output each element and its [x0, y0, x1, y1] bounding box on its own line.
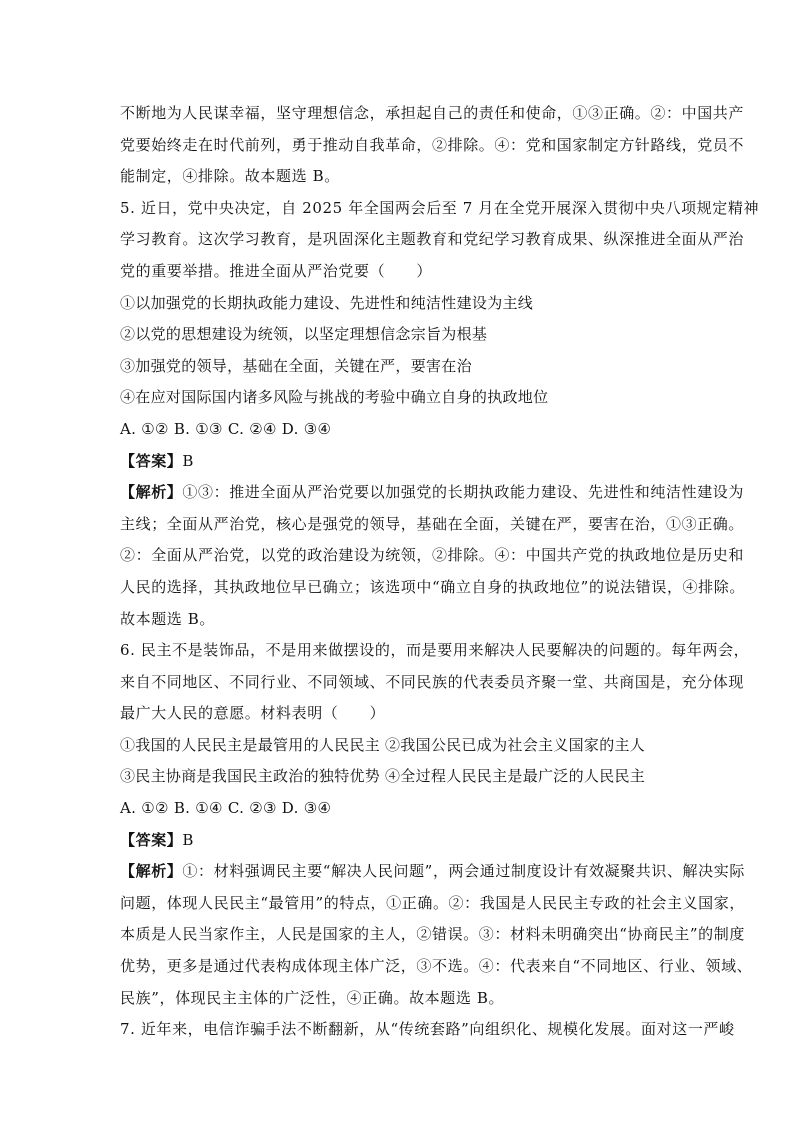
- document-page: [120, 98, 760, 1046]
- option-4: ④全过程人民民主是最广泛的人民民主: [385, 767, 646, 786]
- answer-row: [120, 825, 680, 857]
- question-stem-line: 党的重要举措。推进全面从严治党要（ ）: [120, 261, 433, 280]
- answer-row: [120, 446, 680, 478]
- question-5: [120, 193, 760, 635]
- question-6: [120, 635, 753, 1014]
- answer-value: B: [182, 451, 195, 470]
- answer-value: B: [182, 830, 195, 849]
- option-3: ③民主协商是我国民主政治的独特优势: [120, 767, 381, 786]
- answer-label: 【答案】: [120, 830, 183, 849]
- option-row: [120, 730, 680, 762]
- question-7: [120, 1014, 735, 1046]
- text-line: 能制定，④排除。故本题选 B。: [120, 167, 340, 186]
- question-stem-line: 6. 民主不是装饰品，不是用来做摆设的，而是要用来解决人民要解决的问题的。每年两会，: [120, 641, 750, 660]
- answer-choices: A. ①② B. ①③ C. ②④ D. ③④: [120, 419, 332, 438]
- question-stem-line: 最广大人民的意愿。材料表明（ ）: [120, 704, 386, 723]
- analysis-line: [120, 477, 745, 509]
- text-line: 党要始终走在时代前列，勇于推动自我革命，②排除。④：党和国家制定方针路线，党员不: [120, 135, 745, 154]
- option-2: ②我国公民已成为社会主义国家的主人: [385, 735, 646, 754]
- analysis-line: 民族”，体现民主主体的广泛性，④正确。故本题选 B。: [120, 988, 505, 1007]
- question-stem-line: 学习教育。这次学习教育，是巩固深化主题教育和党纪学习教育成果、纵深推进全面从严治: [120, 230, 745, 249]
- option-1: ①以加强党的长期执政能力建设、先进性和纯洁性建设为主线: [120, 293, 534, 312]
- analysis-label: 【解析】: [120, 862, 183, 881]
- option-3: ③加强党的领导，基础在全面，关键在严，要害在治: [120, 356, 472, 375]
- analysis-text: ①③：推进全面从严治党要以加强党的长期执政能力建设、先进性和纯洁性建设为: [182, 483, 745, 502]
- option-4: ④在应对国际国内诸多风险与挑战的考验中确立自身的执政地位: [120, 388, 549, 407]
- question-stem-line: 7. 近年来，电信诈骗手法不断翻新，从“传统套路”向组织化、规模化发展。面对这一严峻: [120, 1020, 735, 1039]
- option-row: [120, 761, 680, 793]
- analysis-line: 本质是人民当家作主，人民是国家的主人，②错误。③：材料未明确突出“协商民主”的制度: [120, 925, 745, 944]
- option-2: ②以党的思想建设为统领，以坚定理想信念宗旨为根基: [120, 325, 488, 344]
- analysis-line: 主线；全面从严治党，核心是强党的领导，基础在全面，关键在严，要害在治，①③正确。: [120, 514, 745, 533]
- analysis-line: 优势，更多是通过代表构成体现主体广泛，③不选。④：代表来自“不同地区、行业、领域、: [120, 957, 753, 976]
- analysis-label: 【解析】: [120, 483, 183, 502]
- analysis-text: ①：材料强调民主要“解决人民问题”，两会通过制度设计有效凝聚共识、解决实际: [182, 862, 745, 881]
- question-4-analysis-tail: [120, 98, 745, 193]
- question-stem-line: 来自不同地区、不同行业、不同领域、不同民族的代表委员齐聚一堂、共商国是，充分体现: [120, 672, 745, 691]
- question-stem-line: 5. 近日，党中央决定，自 2025 年全国两会后至 7 月在全党开展深入贯彻中央八项规定精神: [120, 198, 760, 217]
- analysis-line: 故本题选 B。: [120, 609, 215, 628]
- answer-choices: A. ①② B. ①④ C. ②③ D. ③④: [120, 799, 332, 818]
- option-1: ①我国的人民民主是最管用的人民民主: [120, 735, 381, 754]
- analysis-line: ②：全面从严治党，以党的政治建设为统领，②排除。④：中国共产党的执政地位是历史和: [120, 546, 745, 565]
- answer-label: 【答案】: [120, 451, 183, 470]
- analysis-line: [120, 856, 745, 888]
- analysis-line: 问题，体现人民民主“最管用”的特点，①正确。②：我国是人民民主专政的社会主义国家，: [120, 893, 745, 912]
- analysis-line: 人民的选择，其执政地位早已确立；该选项中“确立自身的执政地位”的说法错误，④排除。: [120, 577, 745, 596]
- text-line: 不断地为人民谋幸福，坚守理想信念，承担起自己的责任和使命，①③正确。②：中国共产: [120, 104, 745, 122]
